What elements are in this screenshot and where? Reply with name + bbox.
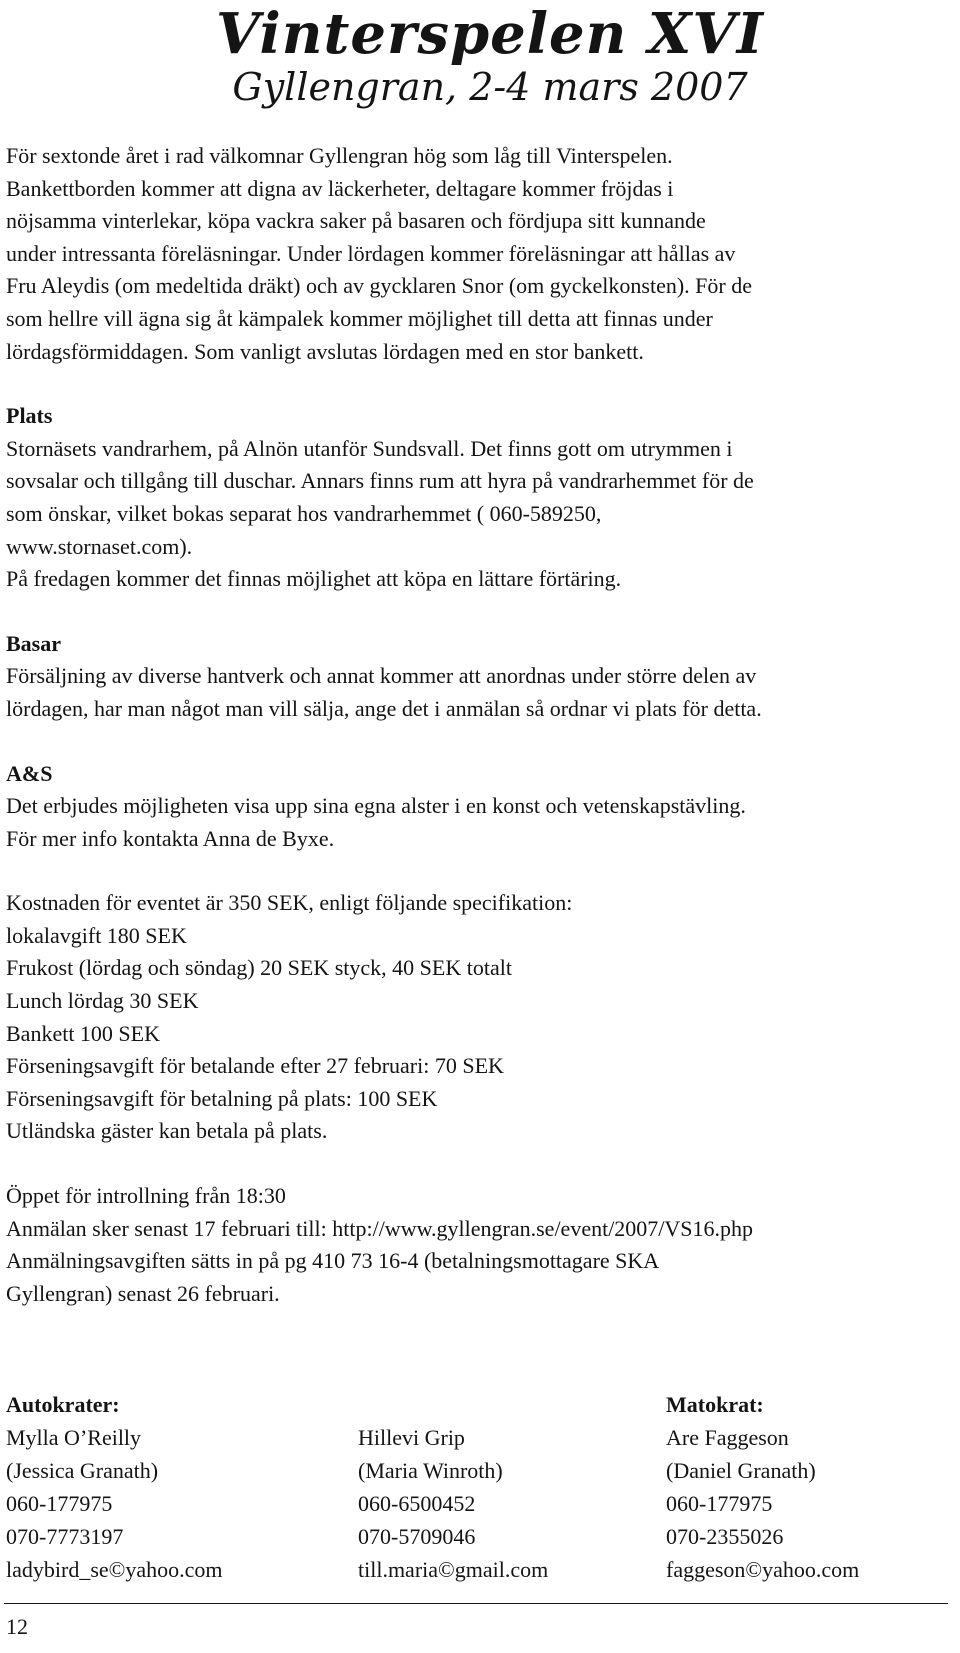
contact-phone: 070-7773197 <box>6 1524 124 1549</box>
cost-line: Förseningsavgift för betalning på plats: 100 SEK <box>6 1085 438 1111</box>
cost-line: Frukost (lördag och söndag) 20 SEK styck, 40 SEK totalt <box>6 955 512 981</box>
plats-line: www.stornaset.com). <box>6 533 193 559</box>
as-line: Det erbjudes möjligheten visa upp sina egna alster i en konst och vetenskapstävling. <box>6 793 746 819</box>
registration-line: Gyllengran) senast 26 februari. <box>6 1280 280 1306</box>
plats-line: Stornäsets vandrarhem, på Alnön utanför Sundsvall. Det finns gott om utrymmen i <box>6 435 733 461</box>
contact-column <box>666 1388 859 1586</box>
basar-section <box>6 628 946 726</box>
registration-section <box>6 1180 946 1310</box>
spacer <box>6 368 946 400</box>
contact-name: Mylla O’Reilly <box>6 1425 142 1450</box>
intro-line: lördagsförmiddagen. Som vanligt avslutas lördagen med en stor bankett. <box>6 338 644 364</box>
contact-email: faggeson©yahoo.com <box>666 1557 860 1582</box>
intro-line: som hellre vill ägna sig åt kämpalek kommer möjlighet till detta att finnas under <box>6 305 713 331</box>
registration-line: Anmälan sker senast 17 februari till: http://www.gyllengran.se/event/2007/VS16.php <box>6 1215 754 1241</box>
contact-phone: 070-2355026 <box>666 1524 784 1549</box>
footer-divider <box>4 1603 948 1604</box>
intro-line: nöjsamma vinterlekar, köpa vackra saker på basaren och fördjupa sitt kunnande <box>6 208 706 234</box>
cost-section <box>6 887 946 1148</box>
section-heading-plats: Plats <box>6 403 53 429</box>
contact-phone: 060-177975 <box>666 1491 773 1516</box>
contact-name: Are Faggeson <box>666 1425 789 1450</box>
cost-line: Utländska gäster kan betala på plats. <box>6 1118 328 1144</box>
intro-line: För sextonde året i rad välkomnar Gyllengran hög som låg till Vinterspelen. <box>6 143 673 168</box>
contact-real-name: (Daniel Granath) <box>666 1458 816 1483</box>
spacer <box>6 596 946 628</box>
page-title: Vinterspelen XVI <box>216 1 764 67</box>
contact-real-name: (Jessica Granath) <box>6 1458 159 1483</box>
as-section <box>6 758 946 856</box>
plats-section <box>6 400 946 596</box>
spacer <box>6 855 946 887</box>
page-number: 12 <box>6 1614 28 1639</box>
matokrat-heading: Matokrat: <box>666 1392 764 1417</box>
contact-name: Hillevi Grip <box>358 1425 465 1450</box>
spacer <box>6 726 946 758</box>
contact-column <box>358 1388 548 1586</box>
page-subtitle: Gyllengran, 2-4 mars 2007 <box>232 65 748 109</box>
plats-line: sovsalar och tillgång till duschar. Annars finns rum att hyra på vandrarhemmet för de <box>6 468 754 494</box>
empty-heading <box>358 1388 548 1421</box>
contact-phone: 070-5709046 <box>358 1524 476 1549</box>
basar-line: lördagen, har man något man vill sälja, ange det i anmälan så ordnar vi plats för detta. <box>6 695 762 721</box>
main-content <box>6 140 946 1310</box>
intro-section <box>6 140 946 368</box>
cost-line: Kostnaden för eventet är 350 SEK, enligt följande specifikation: <box>6 890 573 916</box>
contact-phone: 060-177975 <box>6 1491 113 1516</box>
contact-email: till.maria©gmail.com <box>358 1557 549 1582</box>
autokrater-heading: Autokrater: <box>6 1392 120 1417</box>
intro-line: Fru Aleydis (om medeltida dräkt) och av gycklaren Snor (om gyckelkonsten). För de <box>6 273 752 299</box>
cost-line: Förseningsavgift för betalande efter 27 februari: 70 SEK <box>6 1053 504 1079</box>
plats-line: som önskar, vilket bokas separat hos vandrarhemmet ( 060-589250, <box>6 500 602 526</box>
contact-phone: 060-6500452 <box>358 1491 476 1516</box>
contact-real-name: (Maria Winroth) <box>358 1458 503 1483</box>
contact-column <box>6 1388 223 1586</box>
intro-line: Bankettborden kommer att digna av läckerheter, deltagare kommer fröjdas i <box>6 175 674 201</box>
basar-line: Försäljning av diverse hantverk och annat kommer att anordnas under större delen av <box>6 663 757 689</box>
cost-line: Bankett 100 SEK <box>6 1020 160 1046</box>
contacts-section <box>6 1388 946 1582</box>
spacer <box>6 1148 946 1180</box>
cost-line: lokalavgift 180 SEK <box>6 922 187 948</box>
registration-line: Öppet för introllning från 18:30 <box>6 1183 286 1209</box>
contact-email: ladybird_se©yahoo.com <box>6 1557 223 1582</box>
section-heading-as: A&S <box>6 760 53 786</box>
as-line: För mer info kontakta Anna de Byxe. <box>6 825 335 851</box>
cost-line: Lunch lördag 30 SEK <box>6 988 199 1014</box>
registration-line: Anmälningsavgiften sätts in på pg 410 73 16-4 (betalningsmottagare SKA <box>6 1248 660 1274</box>
plats-line: På fredagen kommer det finnas möjlighet att köpa en lättare förtäring. <box>6 566 622 592</box>
intro-line: under intressanta föreläsningar. Under lördagen kommer föreläsningar att hållas av <box>6 240 736 266</box>
section-heading-basar: Basar <box>6 630 61 656</box>
